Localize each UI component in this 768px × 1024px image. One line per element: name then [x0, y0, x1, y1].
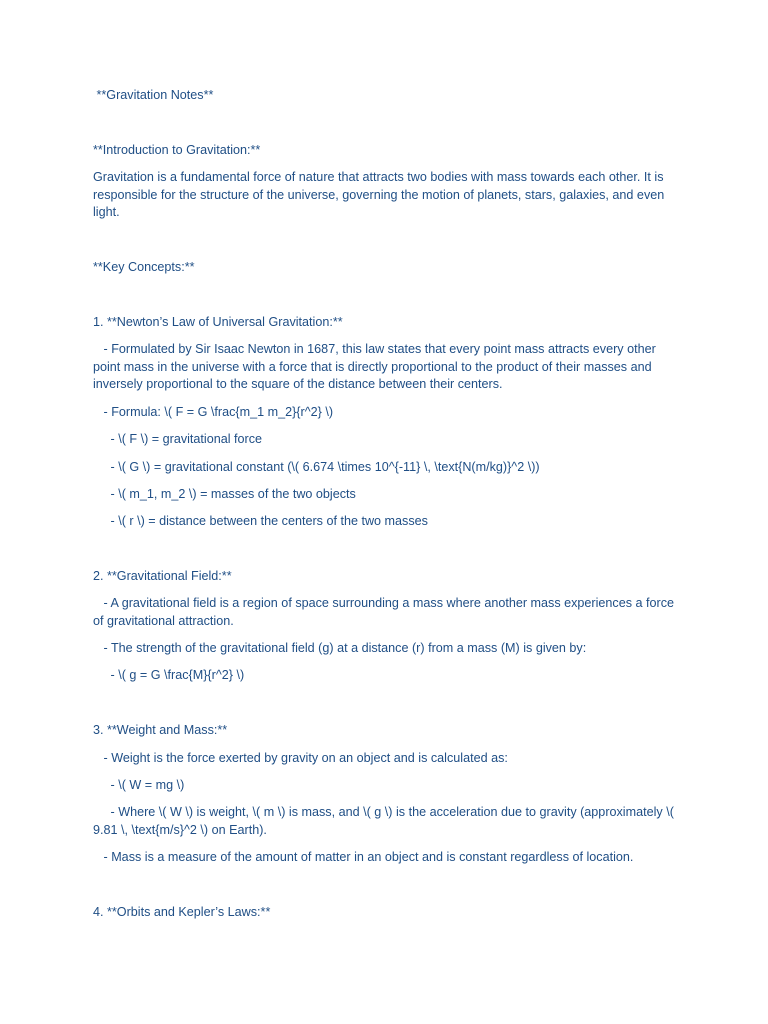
key-concepts-heading: **Key Concepts:**	[93, 260, 195, 274]
section4-heading: 4. **Orbits and Kepler’s Laws:**	[93, 905, 271, 919]
section1-term-r: - \( r \) = distance between the centers of the two masses	[93, 514, 428, 528]
intro-heading: **Introduction to Gravitation:**	[93, 143, 261, 157]
intro-paragraph: Gravitation is a fundamental force of nature that attracts two bodies with mass towards each other. It is responsible for the structure of the universe, governing the motion of planets, stars, galaxies, and even light.	[93, 170, 668, 219]
section2-strength: - The strength of the gravitational field (g) at a distance (r) from a mass (M) is given by:	[93, 641, 587, 655]
document-title: **Gravitation Notes**	[93, 88, 214, 102]
section1-term-f: - \( F \) = gravitational force	[93, 432, 263, 446]
section3-paragraph: - Weight is the force exerted by gravity on an object and is calculated as:	[93, 751, 508, 765]
section2-paragraph: - A gravitational field is a region of space surrounding a mass where another mass experiences a force of gravitational attraction.	[93, 596, 678, 628]
section1-formula: - Formula: \( F = G \frac{m_1 m_2}{r^2} \)	[93, 405, 334, 419]
section3-where: - Where \( W \) is weight, \( m \) is mass, and \( g \) is the acceleration due to gravity (approximately \( 9.81 \, \text{m/s}^2 \) on Earth).	[93, 805, 678, 837]
section3-formula: - \( W = mg \)	[93, 778, 185, 792]
section3-mass: - Mass is a measure of the amount of matter in an object and is constant regardless of location.	[93, 850, 634, 864]
section2-formula: - \( g = G \frac{M}{r^2} \)	[93, 668, 245, 682]
section1-term-m: - \( m_1, m_2 \) = masses of the two objects	[93, 487, 356, 501]
section3-heading: 3. **Weight and Mass:**	[93, 723, 228, 737]
section1-term-g: - \( G \) = gravitational constant (\( 6.674 \times 10^{-11} \, \text{N(m/kg)}^2 \))	[93, 460, 540, 474]
section1-paragraph: - Formulated by Sir Isaac Newton in 1687, this law states that every point mass attracts every other point mass in the universe with a force that is directly proportional to the product of their masses and inversely proportional to the square of the distance between their centers.	[93, 342, 660, 391]
section1-heading: 1. **Newton’s Law of Universal Gravitation:**	[93, 315, 343, 329]
section2-heading: 2. **Gravitational Field:**	[93, 569, 232, 583]
